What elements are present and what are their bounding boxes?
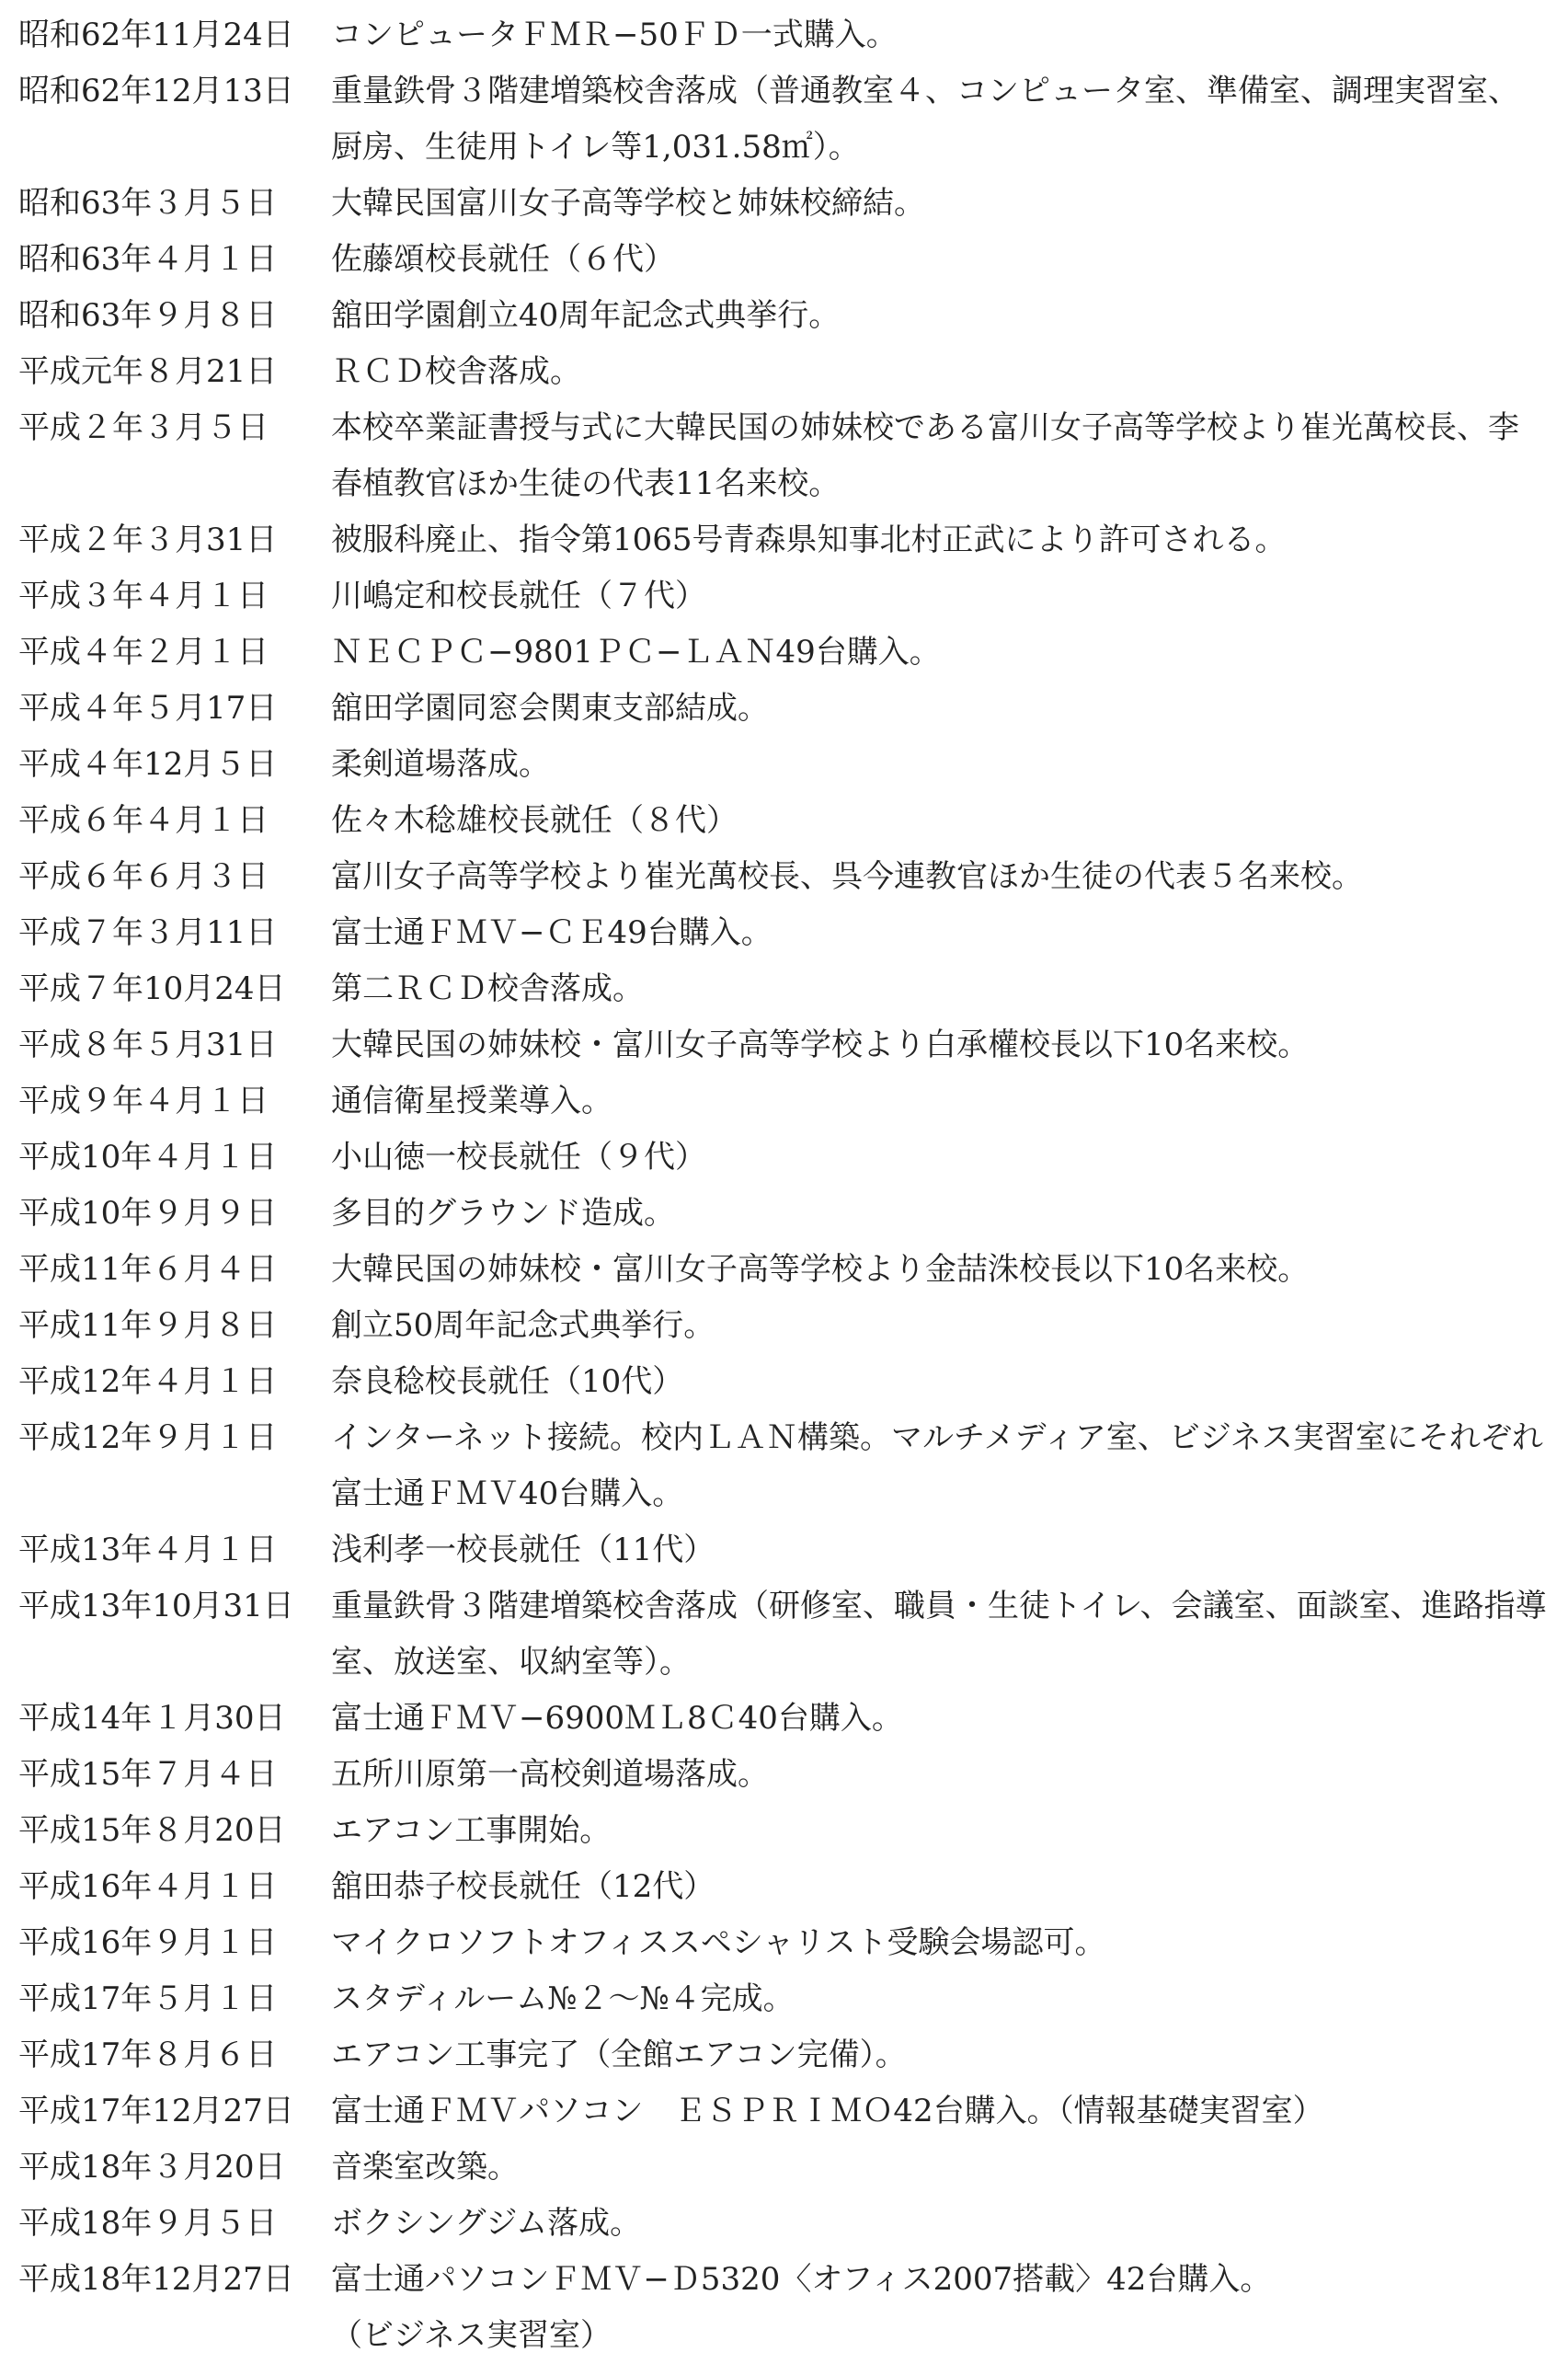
entry-text: ＲＣＤ校舎落成。 <box>331 353 581 390</box>
entry-date: 平成10年９月９日 <box>18 1195 278 1232</box>
timeline-row <box>18 1859 1550 1915</box>
timeline-row <box>18 344 1550 400</box>
entry-date: 平成４年５月17日 <box>18 690 278 727</box>
entry-text: スタディルーム№２〜№４完成。 <box>331 1980 795 2017</box>
entry-text: 大韓民国の姉妹校・富川女子高等学校より金喆洙校長以下10名来校。 <box>331 1251 1310 1288</box>
entry-date: 平成２年３月31日 <box>18 522 278 558</box>
entry-text: エアコン工事完了（全館エアコン完備）。 <box>331 2037 907 2073</box>
entry-text: 佐々木稔雄校長就任（８代） <box>331 802 738 839</box>
timeline-row <box>18 625 1550 681</box>
timeline-row <box>18 1298 1550 1354</box>
entry-text: 本校卒業証書授与式に大韓民国の姉妹校である富川女子高等学校より崔光萬校長、李春植教官ほか生徒の代表11名来校。 <box>331 409 1519 502</box>
entry-date: 平成９年４月１日 <box>18 1083 269 1119</box>
entry-text: 多目的グラウンド造成。 <box>331 1195 675 1232</box>
entry-text: 舘田恭子校長就任（12代） <box>331 1868 715 1905</box>
entry-text: 被服科廃止、指令第1065号青森県知事北村正武により許可される。 <box>331 522 1287 558</box>
timeline-row <box>18 7 1550 63</box>
entry-date: 昭和63年４月１日 <box>18 241 278 278</box>
entry-date: 平成４年12月５日 <box>18 746 278 783</box>
timeline-row <box>18 1747 1550 1803</box>
entry-text: ＮＥＣＰＣ−9801ＰＣ−ＬＡＮ49台購入。 <box>331 634 941 671</box>
entry-date: 昭和63年３月５日 <box>18 185 278 222</box>
timeline-row <box>18 905 1550 961</box>
entry-text: 音楽室改築。 <box>331 2149 519 2186</box>
entry-text: 佐藤頌校長就任（６代） <box>331 241 675 278</box>
entry-text: 柔剣道場落成。 <box>331 746 550 783</box>
entry-date: 平成12年４月１日 <box>18 1363 278 1400</box>
entry-text: 富士通ＦＭＶ−ＣＥ49台購入。 <box>331 914 773 951</box>
entry-text: 浅利孝一校長就任（11代） <box>331 1532 715 1568</box>
entry-text: 小山徳一校長就任（９代） <box>331 1139 706 1176</box>
entry-date: 平成７年３月11日 <box>18 914 278 951</box>
entry-text: 重量鉄骨３階建増築校舎落成（普通教室４、コンピュータ室、準備室、調理実習室、厨房、生徒用トイレ等1,031.58㎡）。 <box>331 73 1519 166</box>
entry-text: 舘田学園同窓会関東支部結成。 <box>331 690 769 727</box>
entry-text: 重量鉄骨３階建増築校舎落成（研修室、職員・生徒トイレ、会議室、面談室、進路指導室、放送室、収納室等）。 <box>331 1588 1547 1681</box>
timeline-row <box>18 1691 1550 1747</box>
entry-date: 昭和62年11月24日 <box>18 17 294 53</box>
entry-date: 平成17年12月27日 <box>18 2093 294 2129</box>
entry-date: 平成６年６月３日 <box>18 858 269 895</box>
timeline-row <box>18 1354 1550 1410</box>
entry-date: 平成６年４月１日 <box>18 802 269 839</box>
entry-text: 川嶋定和校長就任（７代） <box>331 578 706 614</box>
entry-text: コンピュータＦＭＲ−50ＦＤ一式購入。 <box>331 17 898 53</box>
entry-date: 平成11年６月４日 <box>18 1251 278 1288</box>
entry-text: 大韓民国の姉妹校・富川女子高等学校より白承權校長以下10名来校。 <box>331 1027 1310 1063</box>
timeline-list <box>18 7 1550 2364</box>
timeline-row <box>18 2196 1550 2252</box>
entry-text: 舘田学園創立40周年記念式典挙行。 <box>331 297 841 334</box>
timeline-row <box>18 681 1550 737</box>
entry-date: 平成11年９月８日 <box>18 1307 278 1344</box>
entry-date: 平成15年８月20日 <box>18 1812 286 1849</box>
entry-date: 平成16年４月１日 <box>18 1868 278 1905</box>
entry-text: ボクシングジム落成。 <box>331 2205 642 2242</box>
entry-text: 第二ＲＣＤ校舎落成。 <box>331 970 644 1007</box>
entry-date: 平成18年12月27日 <box>18 2261 294 2298</box>
entry-text: マイクロソフトオフィススペシャリスト受験会場認可。 <box>331 1924 1106 1961</box>
entry-text: 富士通ＦＭＶパソコン ＥＳＰＲＩＭＯ42台購入。（情報基礎実習室） <box>331 2093 1324 2129</box>
entry-text: 富士通パソコンＦＭＶ−Ｄ5320〈オフィス2007搭載〉42台購入。 （ビジネス実習室） <box>331 2261 1272 2354</box>
timeline-row <box>18 793 1550 849</box>
entry-text: エアコン工事開始。 <box>331 1812 612 1849</box>
timeline-row <box>18 2027 1550 2083</box>
entry-date: 平成14年１月30日 <box>18 1700 286 1737</box>
entry-date: 昭和63年９月８日 <box>18 297 278 334</box>
entry-date: 平成13年10月31日 <box>18 1588 294 1624</box>
entry-date: 平成12年９月１日 <box>18 1419 278 1456</box>
entry-date: 平成18年９月５日 <box>18 2205 278 2242</box>
timeline-row <box>18 1578 1550 1691</box>
timeline-row <box>18 2252 1550 2364</box>
entry-text: 奈良稔校長就任（10代） <box>331 1363 684 1400</box>
timeline-row <box>18 1971 1550 2027</box>
timeline-row <box>18 232 1550 288</box>
timeline-row <box>18 1186 1550 1242</box>
timeline-row <box>18 1130 1550 1186</box>
entry-text: 富士通ＦＭＶ−6900ＭＬ8Ｃ40台購入。 <box>331 1700 903 1737</box>
timeline-row <box>18 1803 1550 1859</box>
timeline-row <box>18 1242 1550 1298</box>
timeline-row <box>18 568 1550 625</box>
entry-text: 五所川原第一高校剣道場落成。 <box>331 1756 769 1793</box>
timeline-row <box>18 1410 1550 1522</box>
entry-text: 通信衛星授業導入。 <box>331 1083 612 1119</box>
entry-text: 大韓民国富川女子高等学校と姉妹校締結。 <box>331 185 925 222</box>
timeline-row <box>18 63 1550 176</box>
entry-date: 平成８年５月31日 <box>18 1027 278 1063</box>
entry-date: 平成18年３月20日 <box>18 2149 286 2186</box>
entry-date: 平成16年９月１日 <box>18 1924 278 1961</box>
timeline-row <box>18 288 1550 344</box>
timeline-row <box>18 400 1550 512</box>
timeline-row <box>18 961 1550 1017</box>
entry-date: 昭和62年12月13日 <box>18 73 294 109</box>
entry-date: 平成17年８月６日 <box>18 2037 278 2073</box>
entry-text: 創立50周年記念式典挙行。 <box>331 1307 715 1344</box>
timeline-row <box>18 1522 1550 1578</box>
timeline-row <box>18 1017 1550 1073</box>
entry-text: インターネット接続。校内ＬＡＮ構築。マルチメディア室、ビジネス実習室にそれぞれ富士通ＦＭＶ40台購入。 <box>331 1419 1543 1512</box>
entry-date: 平成17年５月１日 <box>18 1980 278 2017</box>
entry-date: 平成３年４月１日 <box>18 578 269 614</box>
timeline-row <box>18 849 1550 905</box>
entry-date: 平成元年８月21日 <box>18 353 278 390</box>
entry-date: 平成２年３月５日 <box>18 409 269 446</box>
timeline-row <box>18 1915 1550 1971</box>
entry-date: 平成４年２月１日 <box>18 634 269 671</box>
timeline-row <box>18 176 1550 232</box>
timeline-row <box>18 737 1550 793</box>
entry-date: 平成７年10月24日 <box>18 970 286 1007</box>
entry-date: 平成13年４月１日 <box>18 1532 278 1568</box>
timeline-row <box>18 1073 1550 1130</box>
timeline-row <box>18 2140 1550 2196</box>
timeline-row <box>18 512 1550 568</box>
entry-text: 富川女子高等学校より崔光萬校長、呉今連教官ほか生徒の代表５名来校。 <box>331 858 1363 895</box>
timeline-row <box>18 2083 1550 2140</box>
entry-date: 平成15年７月４日 <box>18 1756 278 1793</box>
entry-date: 平成10年４月１日 <box>18 1139 278 1176</box>
